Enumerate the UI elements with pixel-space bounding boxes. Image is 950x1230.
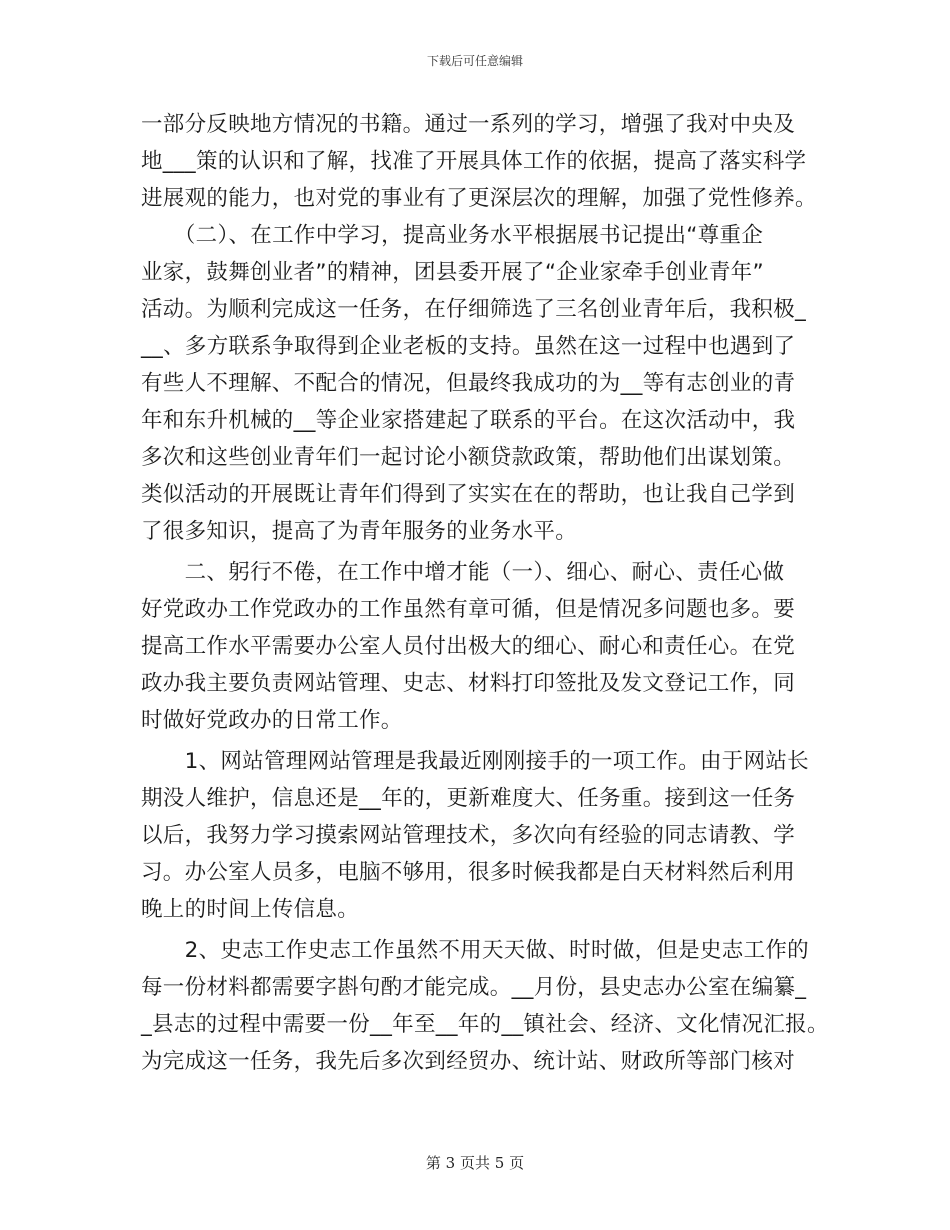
text-line: 有些人不理解、不配合的情况，但最终我成功的为__等有志创业的青 [141, 371, 796, 396]
text-line: 了很多知识，提高了为青年服务的业务水平。 [141, 519, 578, 544]
text-line: 政办我主要负责网站管理、史志、材料打印签批及发文登记工作，同 [141, 671, 796, 696]
text-line: 以后，我努力学习摸索网站管理技术，多次向有经验的同志请教、学 [141, 823, 796, 848]
text-line: 二、躬行不倦，在工作中增才能（一）、细心、耐心、责任心做 [141, 560, 785, 585]
text-line: 提高工作水平需要办公室人员付出极大的细心、耐心和责任心。在党 [141, 634, 796, 659]
text-line: 晚上的时间上传信息。 [141, 897, 360, 922]
text-line: 类似活动的开展既让青年们得到了实实在在的帮助，也让我自己学到 [141, 482, 796, 507]
text-line: 好党政办工作党政办的工作虽然有章可循，但是情况多问题也多。要 [141, 597, 796, 622]
page-header: 下载后可任意编辑 [426, 54, 523, 68]
text-line: 1、网站管理网站管理是我最近刚刚接手的一项工作。由于网站长 [141, 749, 809, 774]
text-line: 习。办公室人员多，电脑不够用，很多时候我都是白天材料然后利用 [141, 860, 796, 885]
text-line: 时做好党政办的日常工作。 [141, 708, 403, 733]
text-line: 2、史志工作史志工作虽然不用天天做、时时做，但是史志工作的 [141, 938, 809, 963]
document-body [141, 106, 829, 1080]
text-line: 年和东升机械的__等企业家搭建起了联系的平台。在这次活动中，我 [141, 408, 796, 433]
text-line: 进展观的能力，也对党的事业有了更深层次的理解，加强了党性修养。 [141, 186, 817, 211]
text-line: 为完成这一任务，我先后多次到经贸办、统计站、财政所等部门核对 [141, 1049, 796, 1074]
text-line: _县志的过程中需要一份__年至__年的__镇社会、经济、文化情况汇报。 [141, 1012, 829, 1037]
text-line: __、多方联系争取得到企业老板的支持。虽然在这一过程中也遇到了 [141, 334, 796, 359]
page-footer: 第 3 页共 5 页 [425, 1154, 525, 1172]
text-line: 每一份材料都需要字斟句酌才能完成。__月份，县史志办公室在编纂_ [141, 975, 807, 1000]
text-line: 一部分反映地方情况的书籍。通过一系列的学习，增强了我对中央及 [141, 112, 796, 137]
text-line: 活动。为顺利完成这一任务，在仔细筛选了三名创业青年后，我积极_ [141, 297, 807, 322]
text-line: 多次和这些创业青年们一起讨论小额贷款政策，帮助他们出谋划策。 [141, 445, 796, 470]
text-line: 地___策的认识和了解，找准了开展具体工作的依据，提高了落实科学 [141, 149, 807, 174]
text-line: 期没人维护，信息还是__年的，更新难度大、任务重。接到这一任务 [141, 786, 796, 811]
text-line: （二）、在工作中学习，提高业务水平根据展书记提出“尊重企 [141, 223, 764, 248]
text-line: 业家，鼓舞创业者”的精神，团县委开展了“企业家牵手创业青年” [141, 260, 764, 285]
